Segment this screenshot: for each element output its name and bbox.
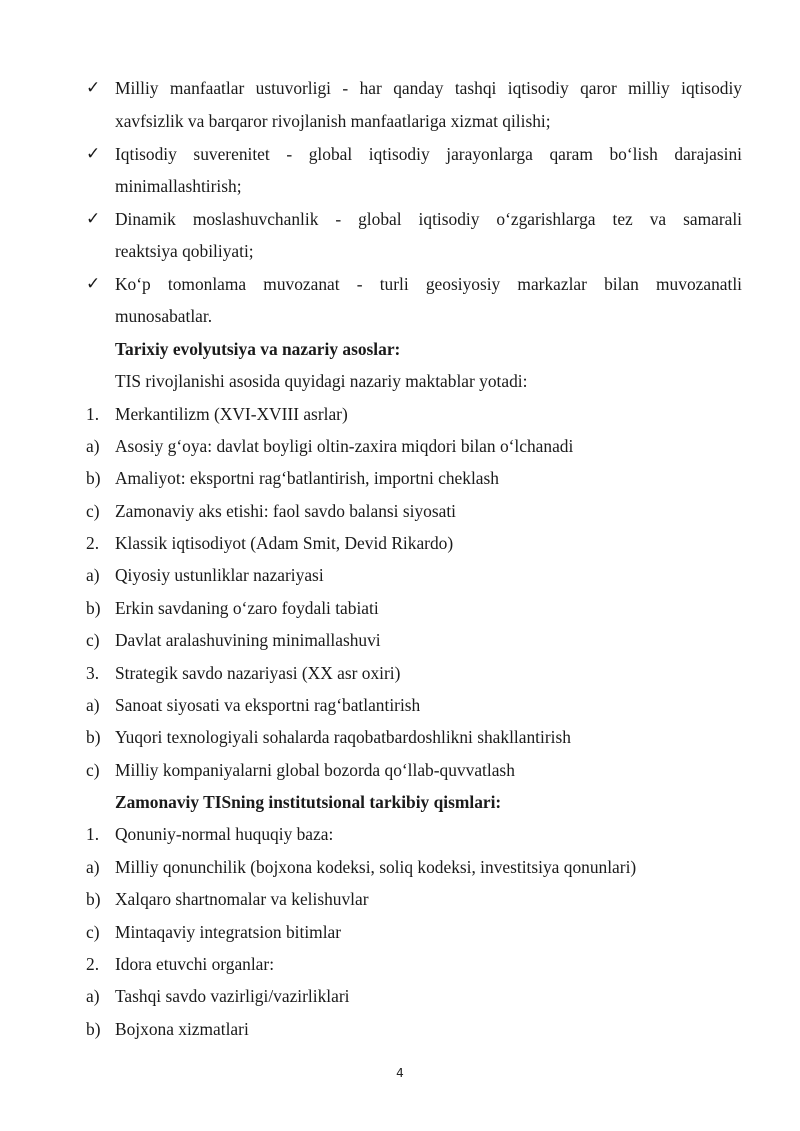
list-marker: a)	[86, 565, 100, 585]
list-marker: c)	[86, 760, 100, 780]
list-item: Bojxona xizmatlari	[115, 1019, 249, 1039]
bullet-line: minimallashtirish;	[115, 176, 242, 196]
list-item: Strategik savdo nazariyasi (XX asr oxiri)	[115, 663, 401, 683]
list-marker: a)	[86, 857, 100, 877]
list-marker: b)	[86, 1019, 101, 1039]
list-item: Milliy qonunchilik (bojxona kodeksi, soliq kodeksi, investitsiya qonunlari)	[115, 857, 637, 877]
section-heading: Tarixiy evolyutsiya va nazariy asoslar:	[115, 339, 401, 359]
bullet-line: xavfsizlik va barqaror rivojlanish manfaatlariga xizmat qilishi;	[115, 111, 551, 131]
bullet-line: munosabatlar.	[115, 306, 213, 326]
list-marker: 2.	[86, 533, 100, 553]
page-number: 4	[396, 1066, 404, 1080]
check-mark-icon: ✓	[86, 144, 101, 163]
list-marker: 3.	[86, 663, 100, 683]
list-item: Zamonaviy aks etishi: faol savdo balansi siyosati	[115, 501, 456, 521]
check-mark-icon: ✓	[86, 274, 101, 293]
bullet-line: Ko‘p tomonlama muvozanat - turli geosiyosiy markazlar bilan muvozanatli	[115, 274, 742, 294]
list-item: Mintaqaviy integratsion bitimlar	[115, 922, 342, 942]
intro-text: TIS rivojlanishi asosida quyidagi nazariy maktablar yotadi:	[115, 371, 528, 391]
list-item: Milliy kompaniyalarni global bozorda qo‘llab-quvvatlash	[115, 760, 515, 780]
section-heading: Zamonaviy TISning institutsional tarkibiy qismlari:	[115, 792, 502, 812]
list-marker: b)	[86, 468, 101, 488]
bullet-line: Dinamik moslashuvchanlik - global iqtisodiy o‘zgarishlarga tez va samarali	[115, 209, 742, 229]
bullet-line: Milliy manfaatlar ustuvorligi - har qanday tashqi iqtisodiy qaror milliy iqtisodiy	[115, 78, 742, 98]
list-marker: 1.	[86, 404, 100, 424]
list-marker: a)	[86, 695, 100, 715]
check-mark-icon: ✓	[86, 209, 101, 228]
list-marker: c)	[86, 630, 100, 650]
list-item: Qonuniy-normal huquqiy baza:	[115, 824, 334, 844]
list-item: Xalqaro shartnomalar va kelishuvlar	[115, 889, 369, 909]
list-item: Qiyosiy ustunliklar nazariyasi	[115, 565, 324, 585]
list-item: Asosiy g‘oya: davlat boyligi oltin-zaxira miqdori bilan o‘lchanadi	[115, 436, 574, 456]
list-marker: b)	[86, 727, 101, 747]
list-item: Merkantilizm (XVI-XVIII asrlar)	[115, 404, 348, 424]
list-marker: a)	[86, 436, 100, 456]
bullet-line: reaktsiya qobiliyati;	[115, 241, 254, 261]
list-item: Amaliyot: eksportni rag‘batlantirish, importni cheklash	[115, 468, 499, 488]
bullet-line: Iqtisodiy suverenitet - global iqtisodiy jarayonlarga qaram bo‘lish darajasini	[115, 144, 742, 164]
list-marker: 2.	[86, 954, 100, 974]
list-item: Klassik iqtisodiyot (Adam Smit, Devid Rikardo)	[115, 533, 454, 553]
list-marker: c)	[86, 922, 100, 942]
list-item: Sanoat siyosati va eksportni rag‘batlantirish	[115, 695, 421, 715]
list-item: Yuqori texnologiyali sohalarda raqobatbardoshlikni shakllantirish	[115, 727, 571, 747]
list-item: Davlat aralashuvining minimallashuvi	[115, 630, 381, 650]
list-marker: b)	[86, 889, 101, 909]
list-marker: b)	[86, 598, 101, 618]
list-item: Tashqi savdo vazirligi/vazirliklari	[115, 986, 350, 1006]
check-mark-icon: ✓	[86, 78, 101, 97]
list-item: Idora etuvchi organlar:	[115, 954, 275, 974]
list-marker: c)	[86, 501, 100, 521]
list-marker: 1.	[86, 824, 100, 844]
list-item: Erkin savdaning o‘zaro foydali tabiati	[115, 598, 379, 618]
list-marker: a)	[86, 986, 100, 1006]
